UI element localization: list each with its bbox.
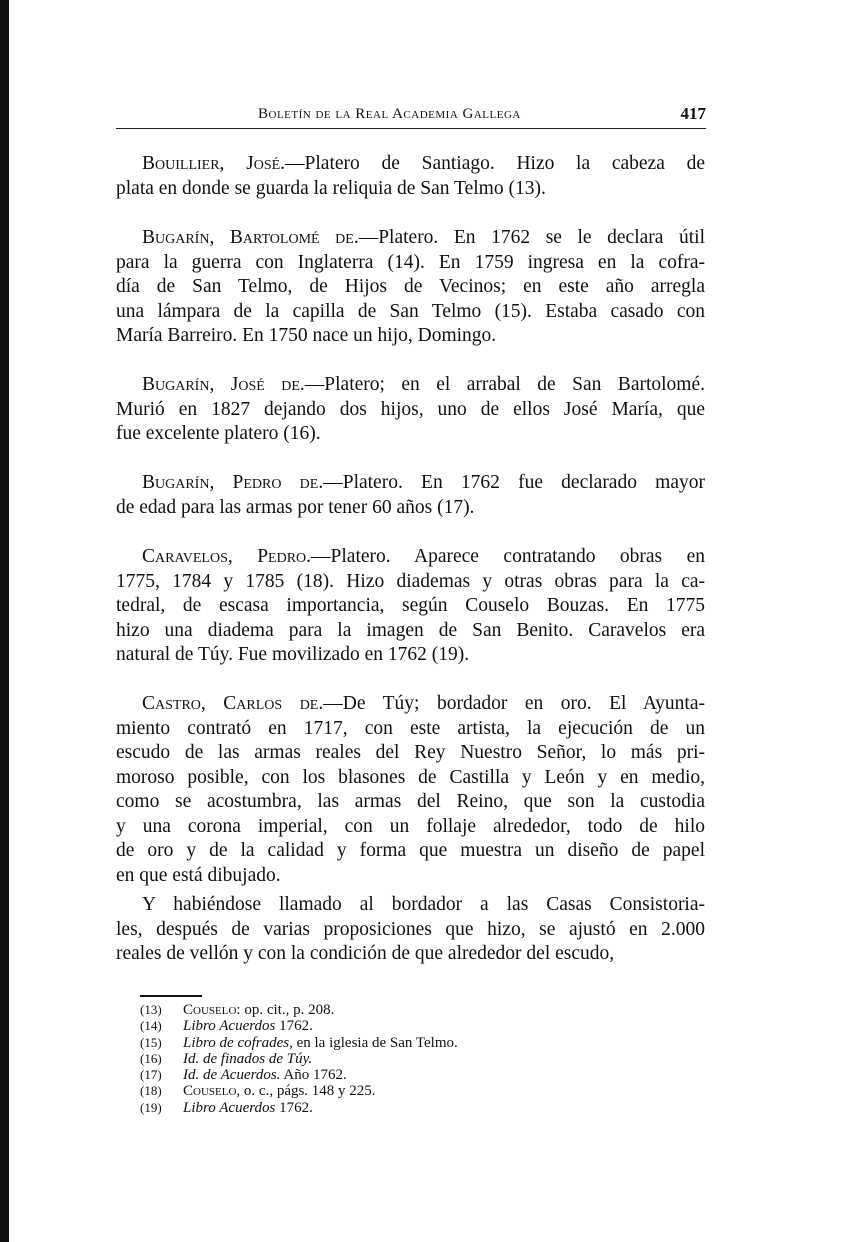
entry-name: Bugarín, José de. bbox=[142, 374, 305, 395]
text-line: Caravelos, Pedro.—Platero. Aparece contratando obras en bbox=[142, 546, 705, 567]
running-header bbox=[116, 104, 706, 124]
text-line: María Barreiro. En 1750 nace un hijo, Domingo. bbox=[116, 325, 497, 346]
entry-name: Castro, Carlos de. bbox=[142, 693, 324, 714]
text-line: Bugarín, Bartolomé de.—Platero. En 1762 se le declara útil bbox=[142, 227, 706, 248]
entry-name: Bugarín, Pedro de. bbox=[142, 472, 324, 493]
footnote-number: (15) bbox=[140, 1034, 162, 1050]
text-line: como se acostumbra, las armas del Reino, que son la custodia bbox=[116, 791, 705, 812]
scan-edge bbox=[0, 0, 9, 1242]
source-title: Id. de finados de Túy. bbox=[183, 1050, 313, 1067]
footnote-number: (14) bbox=[140, 1018, 162, 1034]
journal-title: Boletín de la Real Academia Gallega bbox=[258, 106, 521, 122]
footnotes bbox=[140, 1002, 458, 1116]
text-line: Y habiéndose llamado al bordador a las Casas Consistoria- bbox=[142, 894, 705, 915]
text-line: de edad para las armas por tener 60 años (17). bbox=[116, 496, 475, 518]
text-line: de oro y de la calidad y forma que muestra un diseño de papel bbox=[116, 840, 705, 861]
footnote-number: (13) bbox=[140, 1002, 162, 1017]
footnote: (17) Id. de Acuerdos. Año 1762. bbox=[140, 1067, 347, 1084]
entry-paragraph bbox=[116, 373, 705, 447]
author-name: Couselo bbox=[183, 1083, 237, 1100]
source-title: Libro Acuerdos bbox=[183, 1018, 276, 1035]
footnote-number: (19) bbox=[140, 1099, 162, 1115]
text-line: Murió en 1827 dejando dos hijos, uno de ellos José María, que bbox=[116, 398, 705, 420]
entry-paragraph bbox=[116, 471, 705, 520]
text-line: Castro, Carlos de.—De Túy; bordador en oro. El Ayunta- bbox=[142, 693, 705, 714]
text-line: Bugarín, José de.—Platero; en el arrabal de San Bartolomé. bbox=[142, 374, 705, 395]
footnote-number: (18) bbox=[140, 1083, 162, 1099]
text-line: hizo una diadema para la imagen de San Benito. Caravelos era bbox=[116, 619, 705, 641]
text-line: plata en donde se guarda la reliquia de San Telmo (13). bbox=[116, 177, 546, 199]
author-name: Couselo bbox=[183, 1002, 237, 1018]
text-line: para la guerra con Inglaterra (14). En 1759 ingresa en la cofra- bbox=[116, 251, 705, 273]
text-line: les, después de varias proposiciones que hizo, se ajustó en 2.000 bbox=[116, 918, 705, 940]
text-line: escudo de las armas reales del Rey Nuestro Señor, lo más pri- bbox=[116, 742, 705, 763]
entry-paragraph bbox=[116, 692, 705, 888]
footnote: (18) Couselo, o. c., págs. 148 y 225. bbox=[140, 1083, 376, 1100]
entry-paragraph bbox=[116, 226, 705, 349]
text-line: 1775, 1784 y 1785 (18). Hizo diademas y otras obras para la ca- bbox=[116, 570, 705, 592]
text-line: fue excelente platero (16). bbox=[116, 423, 321, 444]
text-line: Bouillier, José.—Platero de Santiago. Hizo la cabeza de bbox=[142, 153, 705, 174]
source-title: Libro de cofrades, bbox=[183, 1034, 293, 1051]
entry-name: Bouillier, José. bbox=[142, 153, 286, 174]
entry-paragraph bbox=[116, 152, 705, 201]
footnote: (13) Couselo: op. cit., p. 208. bbox=[140, 1002, 335, 1018]
entry-name: Caravelos, Pedro. bbox=[142, 546, 312, 567]
text-line: tedral, de escasa importancia, según Couselo Bouzas. En 1775 bbox=[116, 595, 705, 616]
source-title: Libro Acuerdos bbox=[183, 1099, 276, 1116]
entry-name: Bugarín, Bartolomé de. bbox=[142, 227, 359, 248]
footnote-number: (17) bbox=[140, 1067, 162, 1083]
text-line: miento contrató en 1717, con este artista, la ejecución de un bbox=[116, 717, 705, 739]
header-rule bbox=[116, 128, 706, 129]
footnote bbox=[140, 1051, 458, 1067]
text-line: moroso posible, con los blasones de Castilla y León y en medio, bbox=[116, 766, 705, 788]
text-line: y una corona imperial, con un follaje alrededor, todo de hilo bbox=[116, 815, 705, 837]
footnote-rule bbox=[140, 995, 202, 997]
text-line: natural de Túy. Fue movilizado en 1762 (19). bbox=[116, 644, 470, 665]
footnote: (15) Libro de cofrades, en la iglesia de San Telmo. bbox=[140, 1034, 458, 1051]
text-line: en que está dibujado. bbox=[116, 864, 281, 886]
entry-paragraph bbox=[116, 893, 705, 967]
source-title: Id. de Acuerdos. bbox=[183, 1067, 281, 1084]
text-line: Bugarín, Pedro de.—Platero. En 1762 fue declarado mayor bbox=[142, 472, 705, 493]
footnote-number: (16) bbox=[140, 1050, 162, 1066]
footnote: (14) Libro Acuerdos 1762. bbox=[140, 1018, 313, 1035]
page-number: 417 bbox=[680, 104, 706, 123]
entry-paragraph bbox=[116, 545, 705, 668]
text-line: reales de vellón y con la condición de que alrededor del escudo, bbox=[116, 943, 615, 964]
footnote: (19) Libro Acuerdos 1762. bbox=[140, 1099, 313, 1116]
text-line: día de San Telmo, de Hijos de Vecinos; en este año arregla bbox=[116, 276, 705, 297]
text-line: una lámpara de la capilla de San Telmo (15). Estaba casado con bbox=[116, 300, 705, 322]
